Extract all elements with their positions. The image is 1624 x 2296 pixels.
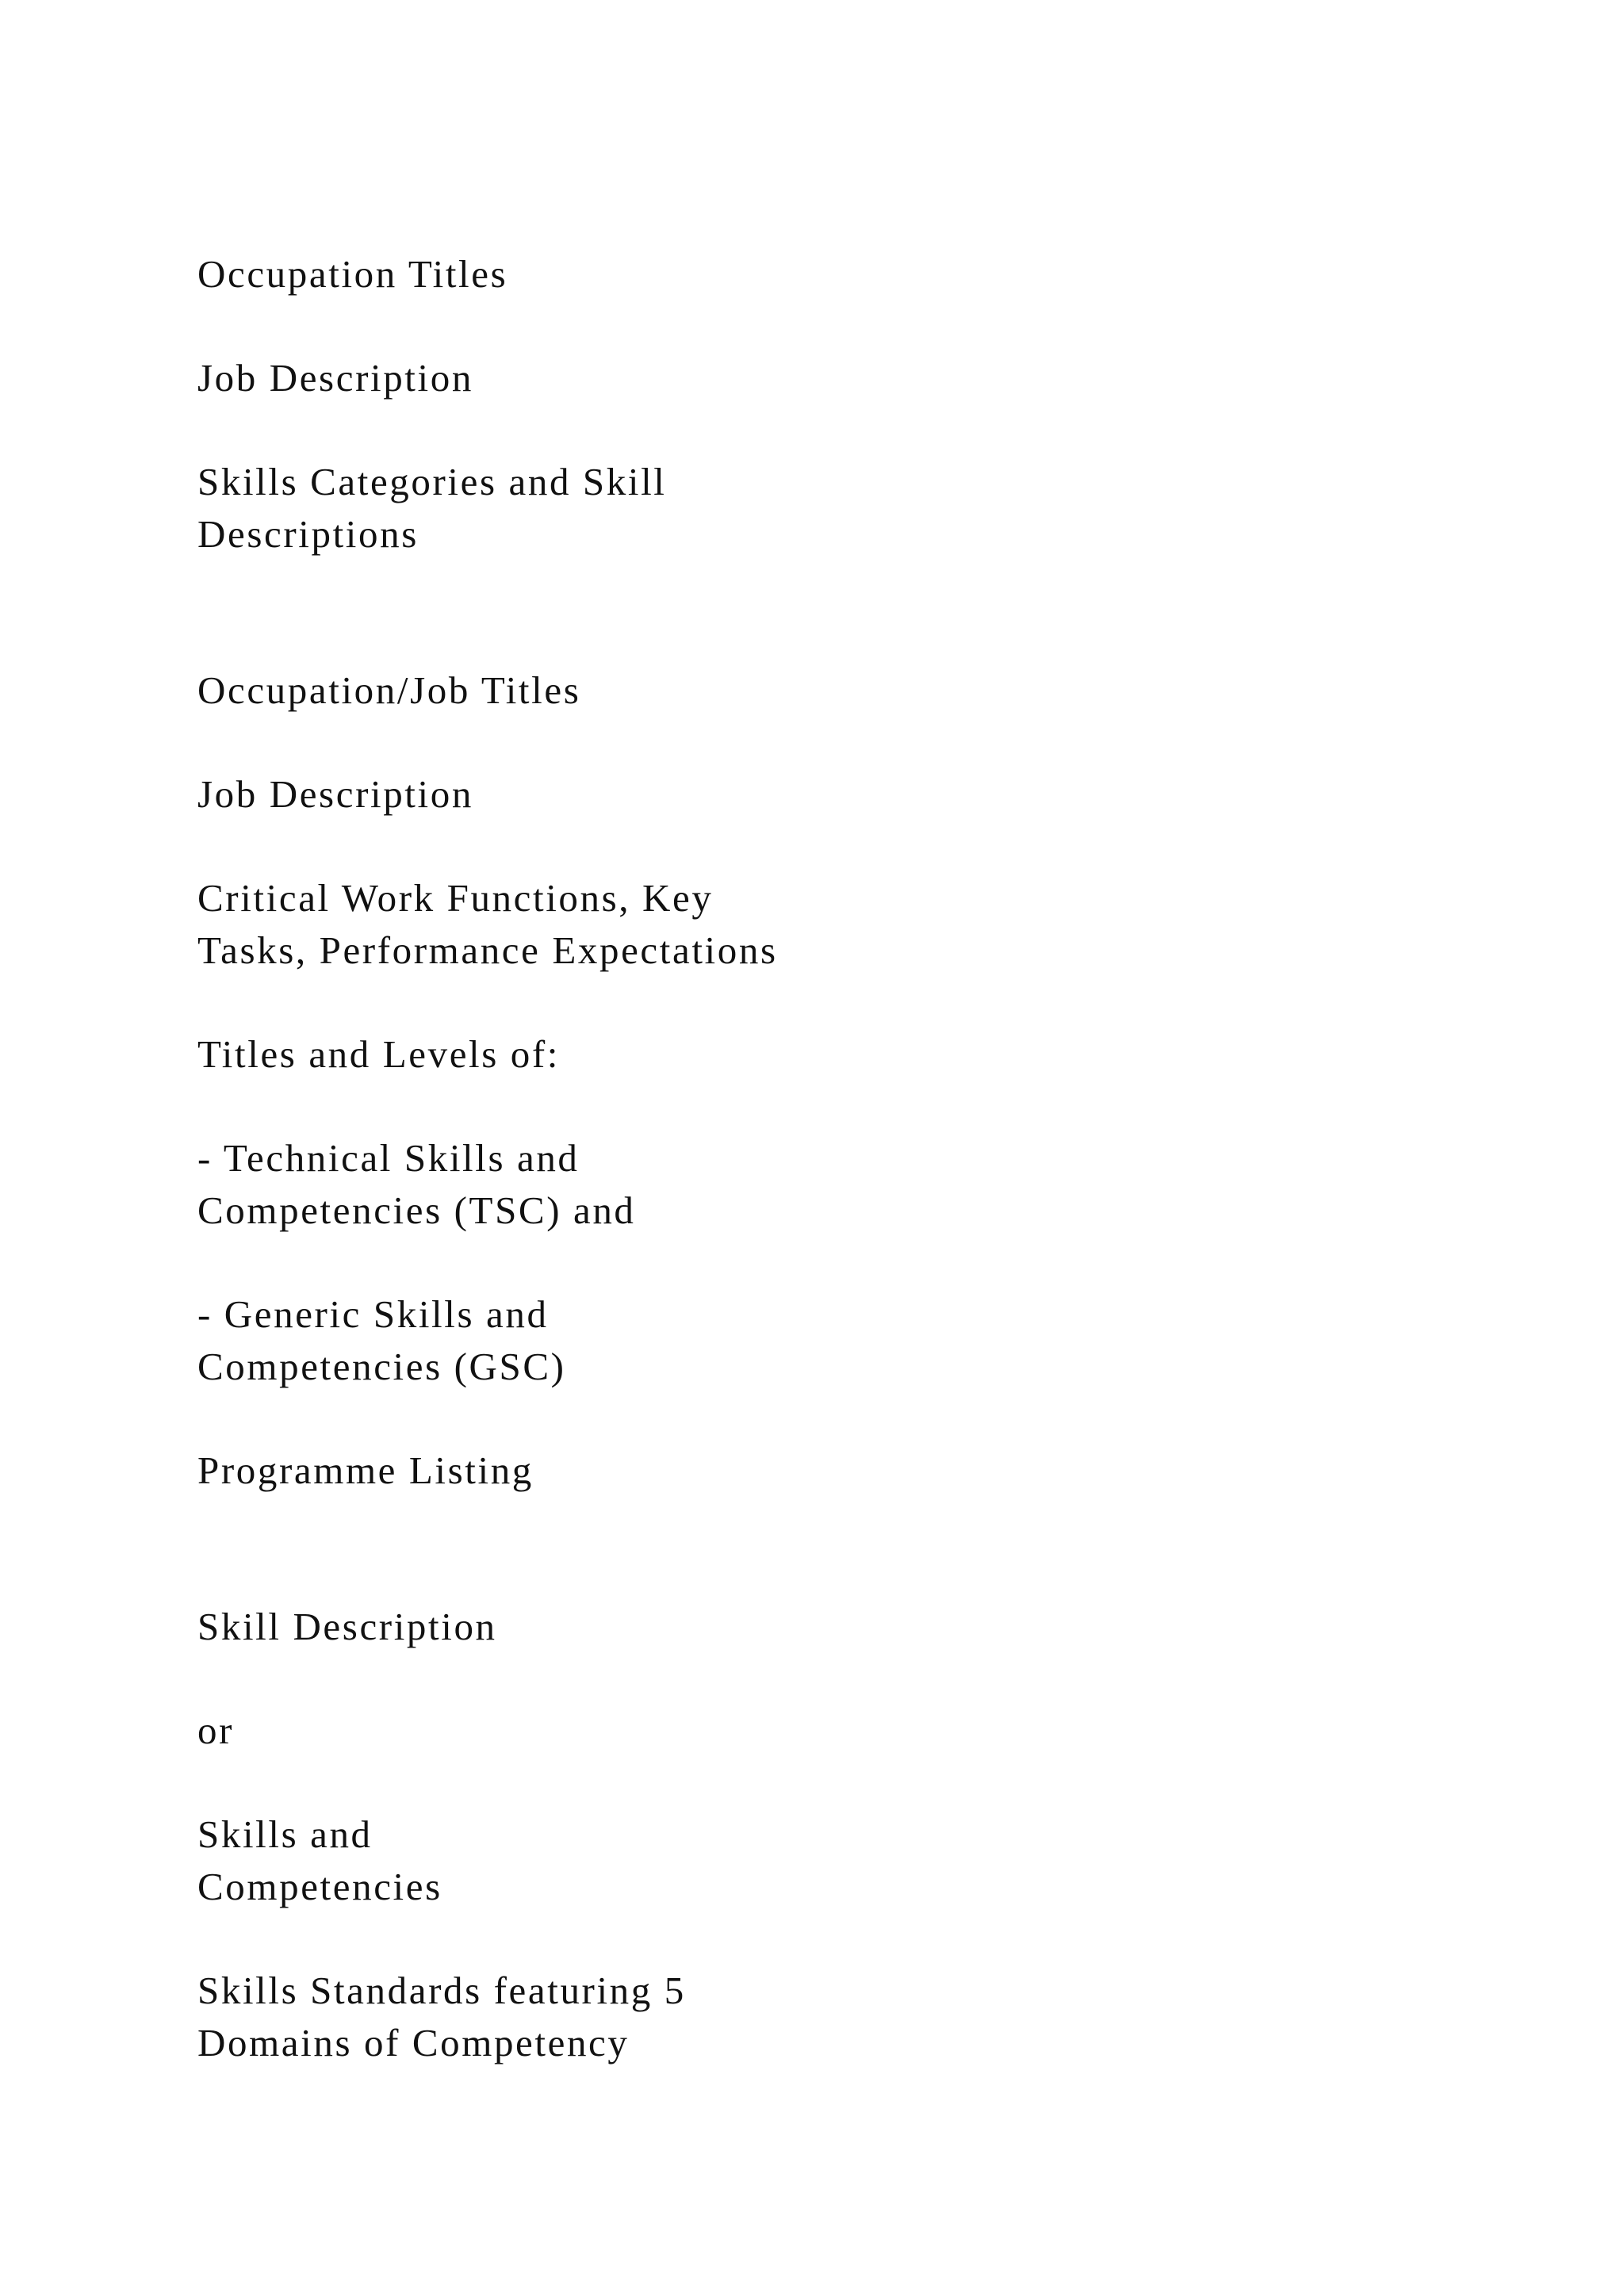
text-line: Critical Work Functions, Key xyxy=(197,876,714,920)
text-line: - Generic Skills and xyxy=(197,1292,549,1336)
text-line: Titles and Levels of: xyxy=(197,1032,561,1076)
paragraph-programme-listing xyxy=(197,1445,534,1497)
text-line: Skills Categories and Skill xyxy=(197,460,667,503)
paragraph-job-description xyxy=(197,352,473,404)
paragraph-skills-categories xyxy=(197,456,667,561)
text-line: Competencies (GSC) xyxy=(197,1345,566,1388)
paragraph-occupation-job-titles xyxy=(197,664,580,717)
text-line: Competencies xyxy=(197,1865,442,1908)
paragraph-occupation-titles xyxy=(197,248,508,300)
text-line: Job Description xyxy=(197,356,473,400)
paragraph-technical-skills xyxy=(197,1132,636,1237)
text-line: Skills Standards featuring 5 xyxy=(197,1969,686,2012)
paragraph-skills-and-competencies xyxy=(197,1808,442,1913)
text-line: Competencies (TSC) and xyxy=(197,1188,636,1232)
paragraph-generic-skills xyxy=(197,1288,566,1393)
text-line: - Technical Skills and xyxy=(197,1136,580,1180)
text-line: Job Description xyxy=(197,772,473,816)
text-line: Programme Listing xyxy=(197,1448,534,1492)
text-line: Occupation Titles xyxy=(197,252,508,296)
text-line: Tasks, Performance Expectations xyxy=(197,928,778,972)
paragraph-job-description-2 xyxy=(197,768,473,821)
text-line: or xyxy=(197,1709,235,1752)
paragraph-titles-and-levels xyxy=(197,1028,560,1081)
paragraph-skills-standards xyxy=(197,1965,686,2069)
text-line: Skill Description xyxy=(197,1605,497,1648)
paragraph-critical-work-functions xyxy=(197,872,778,977)
text-line: Domains of Competency xyxy=(197,2021,630,2064)
text-line: Skills and xyxy=(197,1812,373,1856)
text-line: Occupation/Job Titles xyxy=(197,668,581,712)
paragraph-or xyxy=(197,1705,234,1757)
paragraph-skill-description xyxy=(197,1601,497,1653)
text-line: Descriptions xyxy=(197,512,419,556)
